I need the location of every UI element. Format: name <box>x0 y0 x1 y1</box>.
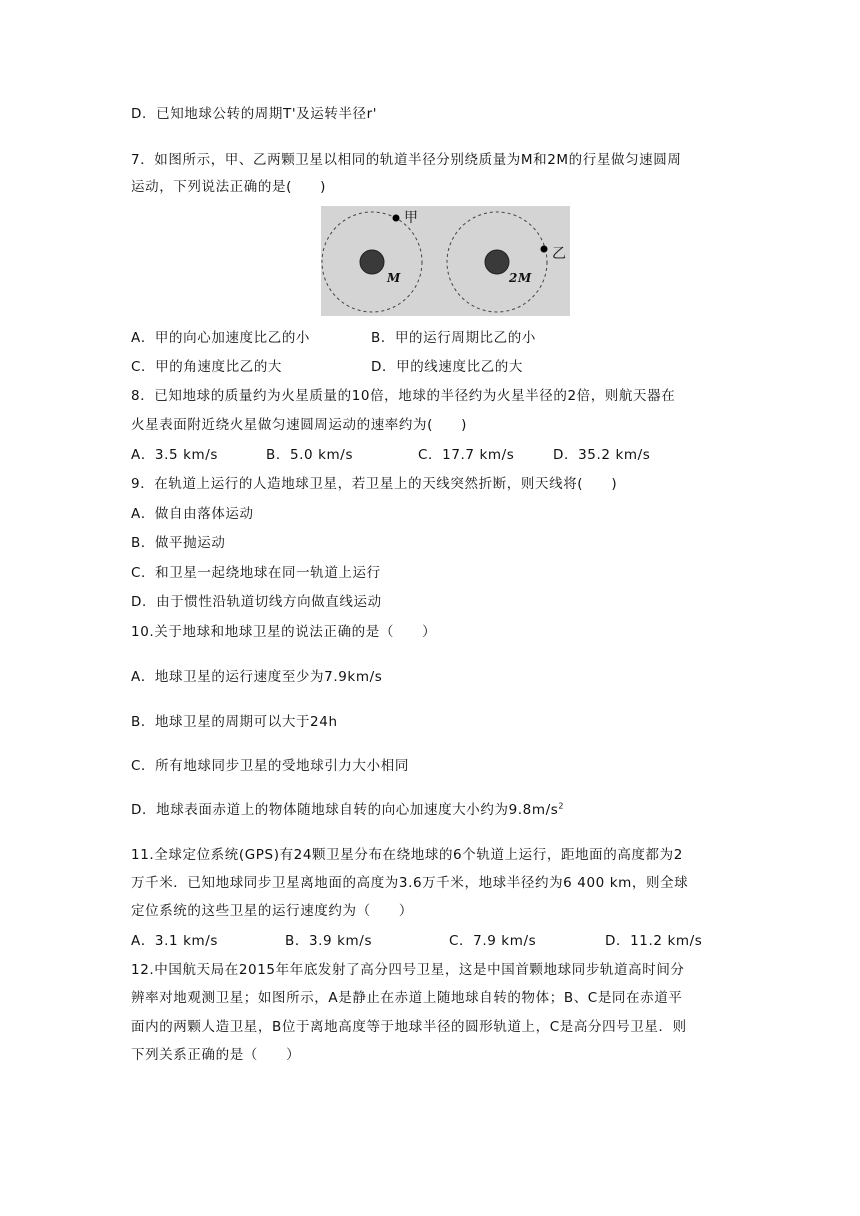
q7-option-d: D．甲的线速度比乙的大 <box>371 359 523 375</box>
q9-option-a: A．做自由落体运动 <box>131 506 254 522</box>
q10-option-d-superscript: 2 <box>558 801 565 811</box>
q10-option-d: D．地球表面赤道上的物体随地球自转的向心加速度大小约为9.8m/s <box>131 802 559 818</box>
satellite-yi <box>541 246 548 253</box>
q11-stem-line-3: 定位系统的这些卫星的运行速度约为（ ） <box>131 903 413 919</box>
q7-option-c: C．甲的角速度比乙的大 <box>131 359 283 375</box>
q8-option-b: B．5.0 km/s <box>266 447 354 463</box>
q10-option-d-line <box>131 800 564 820</box>
planet-2m <box>485 250 509 274</box>
q7-orbit-diagram <box>321 206 570 316</box>
q9-stem: 9．在轨道上运行的人造地球卫星，若卫星上的天线突然折断，则天线将( ) <box>131 476 618 492</box>
satellite-jia <box>393 215 400 222</box>
q7-option-b: B．甲的运行周期比乙的小 <box>371 330 536 346</box>
q11-stem-line-1: 11.全球定位系统(GPS)有24颗卫星分布在绕地球的6个轨道上运行，距地面的高度都为2 <box>131 847 683 863</box>
q12-stem-line-2: 辨率对地观测卫星；如图所示，A是静止在赤道上随地球自转的物体；B、C是同在赤道平 <box>131 990 683 1006</box>
q8-stem-line-1: 8．已知地球的质量约为火星质量的10倍，地球的半径约为火星半径的2倍，则航天器在 <box>131 388 676 404</box>
q8-option-c: C．17.7 km/s <box>418 447 515 463</box>
q10-option-a: A．地球卫星的运行速度至少为7.9km/s <box>131 669 383 685</box>
planet-m-label: M <box>387 271 401 285</box>
q11-option-a: A．3.1 km/s <box>131 933 219 949</box>
satellite-jia-label: 甲 <box>404 210 419 226</box>
q11-option-b: B．3.9 km/s <box>285 933 373 949</box>
q7-stem-line-1: 7．如图所示，甲、乙两颗卫星以相同的轨道半径分别绕质量为M和2M的行星做匀速圆周 <box>131 152 682 168</box>
q8-option-d: D．35.2 km/s <box>553 447 651 463</box>
q12-stem-line-3: 面内的两颗人造卫星，B位于离地高度等于地球半径的圆形轨道上，C是高分四号卫星．则 <box>131 1019 687 1035</box>
q10-option-b: B．地球卫星的周期可以大于24h <box>131 714 338 730</box>
q11-option-c: C．7.9 km/s <box>449 933 537 949</box>
q8-option-a: A．3.5 km/s <box>131 447 219 463</box>
q6-option-d: D．已知地球公转的周期T'及运转半径r' <box>131 106 378 122</box>
q9-option-c: C．和卫星一起绕地球在同一轨道上运行 <box>131 565 381 581</box>
q7-stem-line-2: 运动，下列说法正确的是( ) <box>131 179 327 195</box>
q10-option-c: C．所有地球同步卫星的受地球引力大小相同 <box>131 758 409 774</box>
satellite-yi-label: 乙 <box>552 246 567 262</box>
planet-m <box>360 250 384 274</box>
q7-option-a: A．甲的向心加速度比乙的小 <box>131 330 311 346</box>
q9-option-b: B．做平抛运动 <box>131 535 226 551</box>
q9-option-d: D．由于惯性沿轨道切线方向做直线运动 <box>131 594 382 610</box>
q10-stem: 10.关于地球和地球卫星的说法正确的是（ ） <box>131 624 437 640</box>
q11-stem-line-2: 万千米．已知地球同步卫星离地面的高度为3.6万千米，地球半径约为6 400 km，则全球 <box>131 875 689 891</box>
q8-stem-line-2: 火星表面附近绕火星做匀速圆周运动的速率约为( ) <box>131 417 468 433</box>
q12-stem-line-1: 12.中国航天局在2015年年底发射了高分四号卫星，这是中国首颗地球同步轨道高时间分 <box>131 962 685 978</box>
planet-2m-label: 2M <box>509 271 532 285</box>
q7-orbit-figure <box>321 206 570 316</box>
q12-stem-line-4: 下列关系正确的是（ ） <box>131 1047 301 1063</box>
q11-option-d: D．11.2 km/s <box>605 933 703 949</box>
